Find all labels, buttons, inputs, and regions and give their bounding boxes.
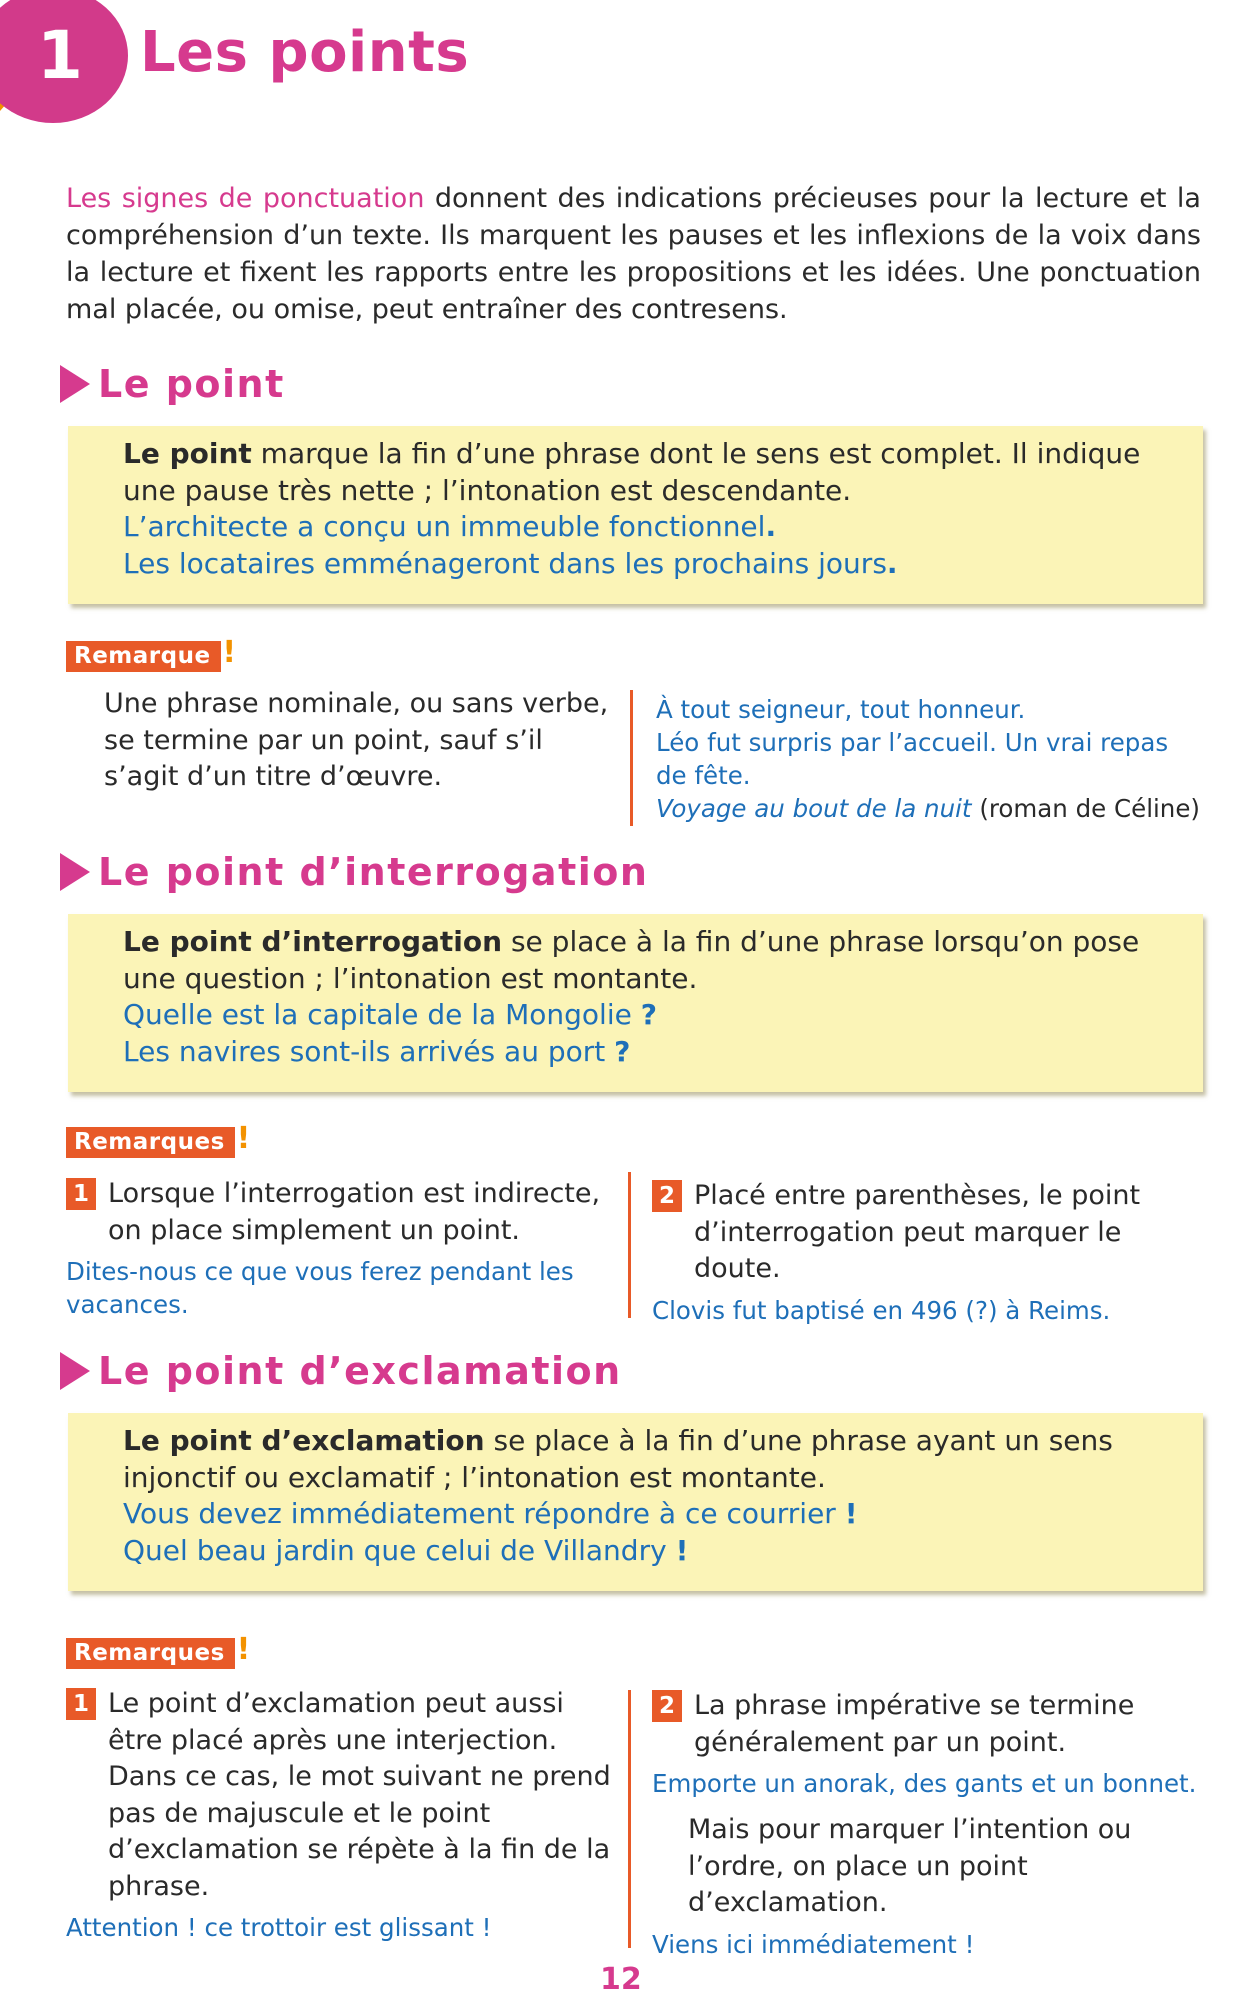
chapter-number-badge: 1 <box>0 0 128 123</box>
work-note: (roman de Céline) <box>971 794 1200 823</box>
rule-term: Le point d’exclamation <box>123 1424 485 1457</box>
remark-example <box>656 792 1201 825</box>
example-line <box>123 1533 1153 1570</box>
column-divider <box>628 1690 631 1948</box>
remark-text: Une phrase nominale, ou sans verbe, se termine par un point, sauf s’il s’agit d’un titre d’œuvre. <box>104 688 609 792</box>
rule-text <box>123 924 1153 997</box>
section-heading-text: Le point <box>98 362 285 406</box>
section-heading-exclamation <box>60 1349 622 1393</box>
remark-item <box>66 1686 616 1905</box>
example-punctuation: . <box>765 510 777 543</box>
example-text: Les navires sont-ils arrivés au port <box>123 1034 615 1068</box>
section-heading-interrogation <box>60 850 648 894</box>
column-divider <box>628 1172 631 1318</box>
remark-example: Léo fut surpris par l’accueil. Un vrai repas de fête. <box>656 728 1169 790</box>
remark-example: Attention ! ce trottoir est glissant ! <box>66 1913 492 1942</box>
example-punctuation: ? <box>614 1034 631 1068</box>
exclamation-icon: ! <box>222 635 237 670</box>
intro-paragraph <box>66 180 1201 328</box>
remark-text: Placé entre parenthèses, le point d’interrogation peut marquer le doute. <box>694 1180 1141 1284</box>
remark-example: Viens ici immédiatement ! <box>652 1929 975 1959</box>
remark-2 <box>652 1178 1172 1327</box>
rule-term: Le point d’interrogation <box>123 925 503 958</box>
remark-tag <box>66 635 237 672</box>
rule-body: se place à la fin d’une phrase lorsqu’on pose une question ; l’intonation est montante. <box>123 925 1140 995</box>
remark-examples <box>656 693 1201 825</box>
remark-text: La phrase impérative se termine généralement par un point. <box>694 1690 1135 1758</box>
remark-label: Remarques <box>74 1129 225 1155</box>
example-text: L’architecte a conçu un immeuble fonctionnel <box>123 510 766 543</box>
remark-text: Lorsque l’interrogation est indirecte, on place simplement un point. <box>108 1178 601 1246</box>
remark-text: Le point d’exclamation peut aussi être placé après une interjection. Dans ce cas, le mot suivant ne prend pas de majuscule et le point d’exclamation se répète à la fin de la phrase. <box>108 1688 611 1902</box>
column-divider <box>630 690 633 826</box>
section-heading-text: Le point d’exclamation <box>98 1349 622 1393</box>
example-line <box>123 1496 1153 1533</box>
example-line <box>123 1034 1153 1071</box>
remark-1 <box>66 1686 616 1944</box>
remark-example: Clovis fut baptisé en 496 (?) à Reims. <box>652 1295 1111 1325</box>
exclamation-icon: ! <box>236 1632 251 1667</box>
example-line <box>123 546 1153 583</box>
remarks-tag <box>66 1632 251 1669</box>
page-number: 12 <box>600 1962 642 1997</box>
remark-item <box>652 1178 1172 1288</box>
example-text: Vous devez immédiatement répondre à ce courrier <box>123 1497 845 1530</box>
intro-term: Les signes de ponctuation <box>66 183 425 214</box>
remark-item <box>652 1688 1212 1761</box>
remarks-tag <box>66 1121 251 1158</box>
example-punctuation: ! <box>675 1533 689 1567</box>
rule-text <box>123 1423 1153 1496</box>
rule-body: marque la fin d’une phrase dont le sens est complet. Il indique une pause très nette ; l’intonation est descendante. <box>123 437 1141 507</box>
remark-label: Remarque <box>74 643 211 669</box>
remark-2 <box>652 1688 1212 1961</box>
example-text: Quel beau jardin que celui de Villandry <box>123 1533 676 1567</box>
remark-example: Dites-nous ce que vous ferez pendant les vacances. <box>66 1257 574 1319</box>
example-punctuation: ? <box>640 998 657 1031</box>
remark-label: Remarques <box>74 1640 225 1666</box>
intro-text: donnent des indications précieuses pour la lecture et la compréhension d’un texte. Ils marquent les pauses et les inflexions de la voix dans la lecture et fixent les rapports entre les propositions et les idées. Une ponctuation mal placée, ou omise, peut entraîner des contresens. <box>66 183 1201 325</box>
rule-box-exclamation <box>68 1413 1203 1591</box>
triangle-bullet-icon <box>60 365 90 403</box>
rule-term: Le point <box>123 437 252 470</box>
remark-number: 2 <box>652 1690 682 1722</box>
example-text: Les locataires emménageront dans les prochains jours <box>123 546 887 580</box>
remark-1 <box>66 1176 606 1321</box>
example-text: Quelle est la capitale de la Mongolie <box>123 998 641 1031</box>
remark-example: À tout seigneur, tout honneur. <box>656 695 1026 724</box>
work-title: Voyage au bout de la nuit <box>656 794 972 823</box>
rule-text <box>123 436 1153 509</box>
remark-example: Emporte un anorak, des gants et un bonnet. <box>652 1769 1197 1798</box>
rule-box-interrogation <box>68 914 1203 1092</box>
example-punctuation: . <box>886 546 898 580</box>
rule-body: se place à la fin d’une phrase ayant un sens injonctif ou exclamatif ; l’intonation est montante. <box>123 1424 1113 1494</box>
example-line <box>123 997 1153 1034</box>
remark-number: 2 <box>652 1180 682 1212</box>
remark-item <box>66 1176 606 1249</box>
section-heading-point <box>60 362 285 406</box>
example-line <box>123 509 1153 546</box>
remark-text: Mais pour marquer l’intention ou l’ordre, on place un point d’exclamation. <box>688 1814 1132 1918</box>
remark-number: 1 <box>66 1178 96 1210</box>
exclamation-icon: ! <box>236 1121 251 1156</box>
chapter-title: Les points <box>140 20 470 85</box>
section-heading-text: Le point d’interrogation <box>98 850 649 894</box>
remark-number: 1 <box>66 1688 96 1720</box>
triangle-bullet-icon <box>60 1352 90 1390</box>
triangle-bullet-icon <box>60 853 90 891</box>
rule-box-point <box>68 426 1203 604</box>
example-punctuation: ! <box>844 1497 858 1530</box>
